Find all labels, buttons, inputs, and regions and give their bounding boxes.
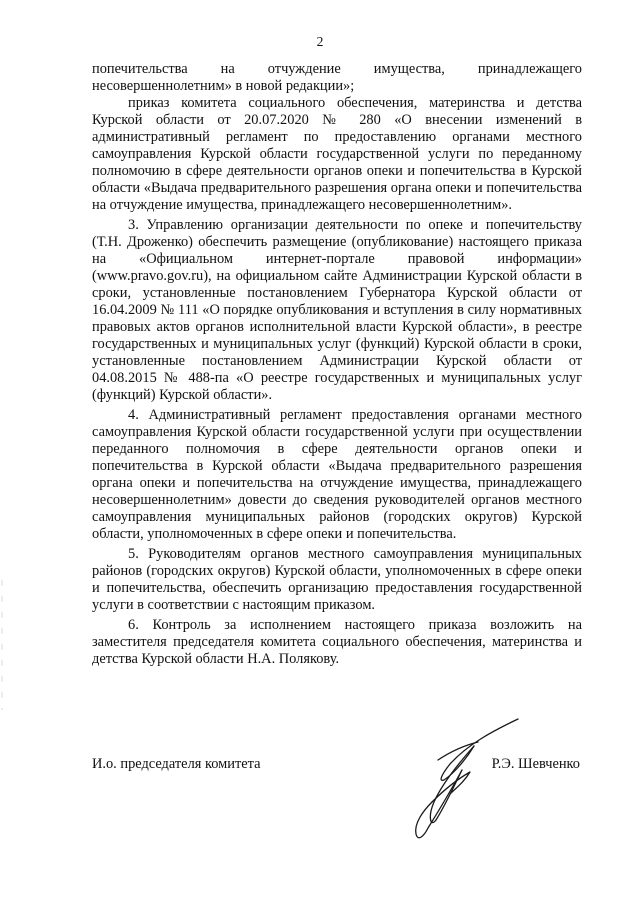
handwritten-signature <box>398 716 528 846</box>
scan-edge-artifact <box>0 580 6 710</box>
signatory-title: И.о. председателя комитета <box>92 756 261 772</box>
paragraph-continuation: попечительства на отчуждение имущества, принадлежащего несовершеннолетним» в новой редакции»; <box>92 61 582 94</box>
paragraph-item-5: 5. Руководителям органов местного самоуправления муниципальных районов (городских округов) Курской области, уполномоченных в сфере опеки и попечительства, обеспечить организацию предоставления государственной услуги в соответствии с настоящим приказом. <box>92 546 582 613</box>
paragraph-item-3: 3. Управлению организации деятельности по опеке и попечительству (Т.Н. Дроженко) обеспечить размещение (опубликование) настоящего приказа на «Официальном интернет-портале правовой информации» (www.pravo.gov.ru), на официальном сайте Администрации Курской области в сроки, установленные постановлением Губернатора Курской области от 16.04.2009 № 111 «О порядке опубликования и вступления в силу нормативных правовых актов органов исполнительной власти Курской области», в реестре государственных и муниципальных услуг (функций) Курской области в сроки, установленные постановлением Администрации Курской области от 04.08.2015 № 488-па «О реестре государственных и муниципальных услуг (функций) Курской области». <box>92 217 582 403</box>
paragraph-item-4: 4. Административный регламент предоставления органами местного самоуправления Курской области государственной услуги при осуществлении переданного полномочия в сфере деятельности органов опеки и попечительства в Курской области «Выдача предварительного разрешения органа опеки и попечительства на отчуждение имущества, принадлежащего несовершеннолетним» довести до сведения руководителей органов местного самоуправления муниципальных районов (городских округов) Курской области, уполномоченных в сфере опеки и попечительства. <box>92 407 582 542</box>
paragraph-item-6: 6. Контроль за исполнением настоящего приказа возложить на заместителя председателя комитета социального обеспечения, материнства и детства Курской области Н.А. Полякову. <box>92 617 582 667</box>
document-body <box>92 61 582 668</box>
signatory-name: Р.Э. Шевченко <box>491 756 580 772</box>
page-number: 2 <box>316 34 324 49</box>
paragraph-order-reference: приказ комитета социального обеспечения, материнства и детства Курской области от 20.07.2020 № 280 «О внесении изменений в административный регламент по предоставлению органами местного самоуправления Курской области государственной услуги по переданному полномочию в сфере деятельности органов опеки и попечительства в Курской области «Выдача предварительного разрешения органа опеки и попечительства на отчуждение имущества, принадлежащего несовершеннолетним». <box>92 95 582 213</box>
